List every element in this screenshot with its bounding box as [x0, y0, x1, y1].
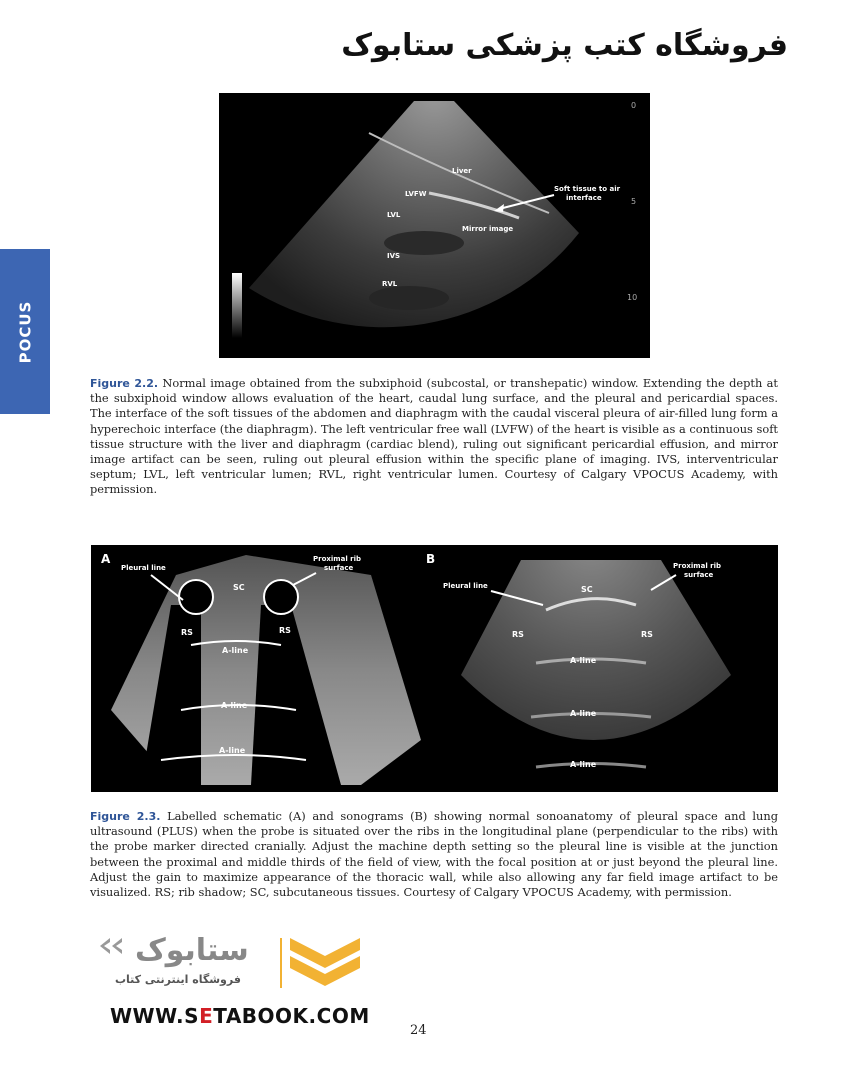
logo-chevron-icon — [100, 938, 110, 954]
label-liver: Liver — [452, 167, 472, 175]
figure-2-2-ultrasound — [219, 93, 650, 358]
label-ivs: IVS — [387, 252, 401, 260]
section-side-tab — [0, 249, 50, 414]
panel-b-proximal-rib-2: surface — [684, 571, 714, 579]
label-interface-1: Soft tissue to air — [554, 185, 621, 193]
page-number: 24 — [410, 1023, 427, 1038]
panel-a-aline-3: A-line — [219, 746, 246, 755]
label-interface-2: interface — [566, 194, 602, 202]
logo-url-red: E — [199, 1004, 214, 1028]
panel-b-pleural-line: Pleural line — [443, 582, 488, 590]
panel-a-proximal-rib-1: Proximal rib — [313, 555, 362, 563]
panel-a-pleural-line: Pleural line — [121, 564, 166, 572]
gray-scale-bar — [232, 273, 242, 338]
label-mirror-image: Mirror image — [462, 225, 514, 233]
side-tab-label: POCUS — [16, 300, 34, 363]
panel-a-rs-right: RS — [279, 626, 291, 635]
logo-persian-name: ستابوک — [135, 933, 249, 968]
panel-b-sc: SC — [581, 585, 593, 594]
panel-a-proximal-rib-2: surface — [324, 564, 354, 572]
depth-mark-5: 5 — [631, 197, 637, 206]
figure-2-3-label: Figure 2.3. — [90, 810, 161, 823]
pleural-schematic-and-sonogram — [91, 545, 778, 792]
panel-b-aline-2: A-line — [570, 709, 597, 718]
rvl-lumen — [369, 286, 449, 310]
panel-a-aline-1: A-line — [222, 646, 249, 655]
panel-b-letter: B — [426, 552, 436, 566]
subxiphoid-sonogram — [219, 93, 650, 358]
logo-subtitle: فروشگاه اینترنتی کتاب — [115, 973, 241, 986]
logo-url-prefix: WWW.S — [110, 1004, 200, 1028]
panel-b-rs-right: RS — [641, 630, 653, 639]
schematic-rib-right — [264, 580, 298, 614]
figure-2-2-caption — [90, 376, 778, 498]
figure-2-2-text: Normal image obtained from the subxiphoid (subcostal, or transhepatic) window. Extending the depth at the subxiphoid window allows evaluation of the heart, caudal lung surface, and the pleural and pericardial spaces. The interface of the soft tissues of the abdomen and diaphragm with the caudal visceral pleura of air-filled lung form a hyperechoic interface (the diaphragm). The left ventricular free wall (LVFW) of the heart is visible as a continuous soft tissue structure with the liver and diaphragm (cardiac blend), ruling out significant pericardial effusion, and mirror image artifact can be seen, ruling out pleural effusion within the specific plane of imaging. IVS, interventricular septum; LVL, left ventricular lumen; RVL, right ventricular lumen. Courtesy of Calgary VPOCUS Academy, with permission. — [90, 376, 779, 497]
page-header-title: فروشگاه کتب پزشکی ستابوک — [341, 28, 788, 63]
panel-a-aline-2: A-line — [221, 701, 248, 710]
panel-b-rs-left: RS — [512, 630, 524, 639]
figure-2-2-label: Figure 2.2. — [90, 377, 159, 390]
schematic-rib-left — [179, 580, 213, 614]
figure-2-3-caption — [90, 809, 778, 900]
logo-divider — [280, 938, 282, 988]
depth-mark-10: 10 — [627, 293, 638, 302]
logo-chevron-icon-2 — [112, 938, 122, 954]
figure-2-3-text: Labelled schematic (A) and sonograms (B) showing normal sonoanatomy of pleural space and lung ultrasound (PLUS) when the probe is situated over the ribs in the longitudinal plane (perpendicular to the ribs) with the probe marker directed cranially. Adjust the machine depth setting so the pleural line is visible at the junction between the proximal and middle thirds of the field of view, with the focal position at or just beyond the pleural line. Adjust the gain to maximize appearance of the thoracic wall, while also allowing any far field image artifact to be visualized. RS; rib shadow; SC, subcutaneous tissues. Courtesy of Calgary VPOCUS Academy, with permission. — [90, 809, 779, 900]
panel-b-proximal-rib-1: Proximal rib — [673, 562, 722, 570]
panel-a-letter: A — [101, 552, 111, 566]
figure-2-3-panels — [91, 545, 778, 792]
logo-url — [110, 1004, 370, 1028]
label-lvfw: LVFW — [405, 190, 427, 198]
label-rvl: RVL — [382, 280, 398, 288]
depth-mark-0: 0 — [631, 101, 637, 110]
label-lvl: LVL — [387, 211, 401, 219]
panel-b-aline-3: A-line — [570, 760, 597, 769]
panel-a-rs-left: RS — [181, 628, 193, 637]
logo-url-suffix: TABOOK.COM — [213, 1004, 370, 1028]
setabook-logo-graphic — [95, 928, 365, 998]
panel-b-aline-1: A-line — [570, 656, 597, 665]
panel-a-sc: SC — [233, 583, 245, 592]
